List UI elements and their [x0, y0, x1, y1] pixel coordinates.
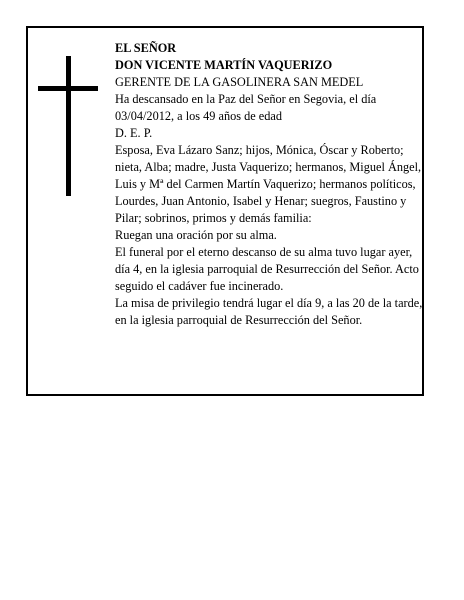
family-list: Esposa, Eva Lázaro Sanz; hijos, Mónica, Óscar y Roberto; nieta, Alba; madre, Justa Vaquerizo; hermanos, Miguel Ángel, Luis y Mª del Carmen Martín Vaquerizo; hermanos políticos, Lourdes, Juan Antonio, Isabel y Henar; suegros, Faustino y Pilar; sobrinos, primos y demás familia:: [115, 143, 422, 225]
obituary-text: [115, 40, 425, 329]
cross-vertical-bar: [66, 56, 71, 196]
prayer-request: Ruegan una oración por su alma.: [115, 228, 277, 242]
deceased-name: DON VICENTE MARTÍN VAQUERIZO: [115, 58, 333, 72]
deceased-position: GERENTE DE LA GASOLINERA SAN MEDEL: [115, 75, 364, 89]
mass-info: La misa de privilegio tendrá lugar el día 9, a las 20 de la tarde, en la iglesia parroquial de Resurrección del Señor.: [115, 296, 423, 327]
funeral-info: El funeral por el eterno descanso de su alma tuvo lugar ayer, día 4, en la iglesia parroquial de Resurrección del Señor. Acto seguido el cadáver fue incinerado.: [115, 245, 419, 293]
death-info: Ha descansado en la Paz del Señor en Segovia, el día 03/04/2012, a los 49 años de edad: [115, 92, 377, 123]
dep-label: D. E. P.: [115, 126, 153, 140]
cross-icon: [38, 56, 98, 196]
obituary-notice: [26, 26, 424, 396]
cross-horizontal-bar: [38, 86, 98, 91]
title-line-1: EL SEÑOR: [115, 41, 177, 55]
